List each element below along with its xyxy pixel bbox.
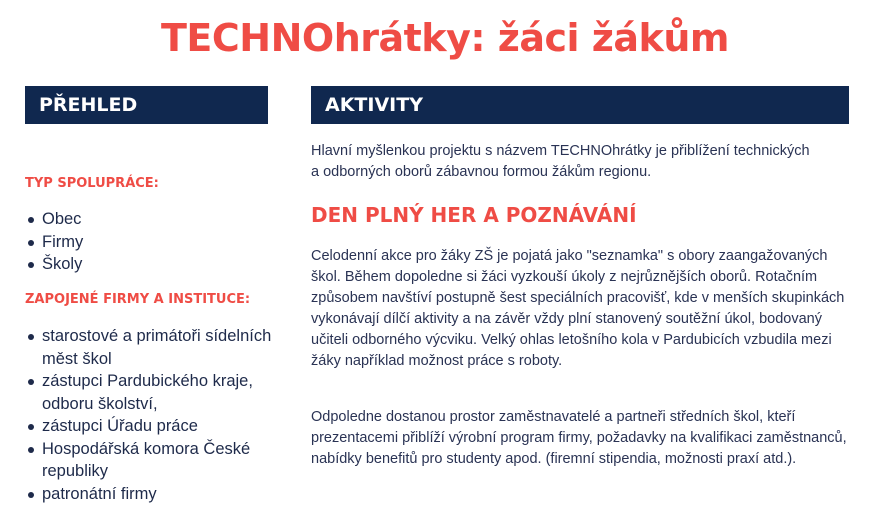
bullet-icon <box>28 424 34 430</box>
cooperation-type-list <box>25 208 275 276</box>
bullet-icon <box>28 492 34 498</box>
bullet-icon <box>28 262 34 268</box>
bullet-icon <box>28 217 34 223</box>
cooperation-type-label: TYP SPOLUPRÁCE: <box>25 176 159 191</box>
list-item: zástupci Pardubického kraje, odboru školství, <box>25 370 275 415</box>
bullet-icon <box>28 334 34 340</box>
body-paragraph-2: Odpoledne dostanou prostor zaměstnavatelé a partneři středních škol, kteří prezentacemi přiblíží výrobní program firmy, požadavky na kvalifikaci zaměstnanců, nabídky benefitů pro studenty apod. (firemní stipendia, možnosti praxí atd.). <box>311 409 847 467</box>
list-item: Hospodářská komora České republiky <box>25 438 275 483</box>
bullet-icon <box>28 447 34 453</box>
intro-paragraph: Hlavní myšlenkou projektu s názvem TECHNOhrátky je přiblížení technických a odborných oborů zábavnou formou žákům regionu. <box>311 143 810 180</box>
list-item: Obec <box>25 208 275 231</box>
list-item: Firmy <box>25 231 275 254</box>
body-paragraph-1: Celodenní akce pro žáky ZŠ je pojatá jako "seznamka" s obory zaangažovaných škol. Během dopoledne si žáci vyzkouší úkoly z nejrůznějších oborů. Rotačním způsobem navštíví postupně šest speciálních pracovišť, kde v menších skupinkách vykonávají dílčí aktivity a na závěr vždy plní stanovený soutěžní úkol, bodovaný učiteli odborného výcviku. Velký ohlas letošního kola v Pardubicích vzbudila mezi žáky například možnost práce s roboty. <box>311 248 845 369</box>
list-item: zástupci Úřadu práce <box>25 415 275 438</box>
list-item: patronátní firmy <box>25 483 275 506</box>
partners-label: ZAPOJENÉ FIRMY A INSTITUCE: <box>25 292 251 307</box>
page-title: TECHNOhrátky: žáci žákům <box>161 16 729 60</box>
bullet-icon <box>28 240 34 246</box>
section-heading: DEN PLNÝ HER A POZNÁVÁNÍ <box>311 203 637 227</box>
list-item: starostové a primátoři sídelních měst škol <box>25 325 275 370</box>
bullet-icon <box>28 379 34 385</box>
list-item: Školy <box>25 253 275 276</box>
partners-list <box>25 325 275 505</box>
overview-header: PŘEHLED <box>25 86 268 124</box>
activities-header: AKTIVITY <box>311 86 849 124</box>
